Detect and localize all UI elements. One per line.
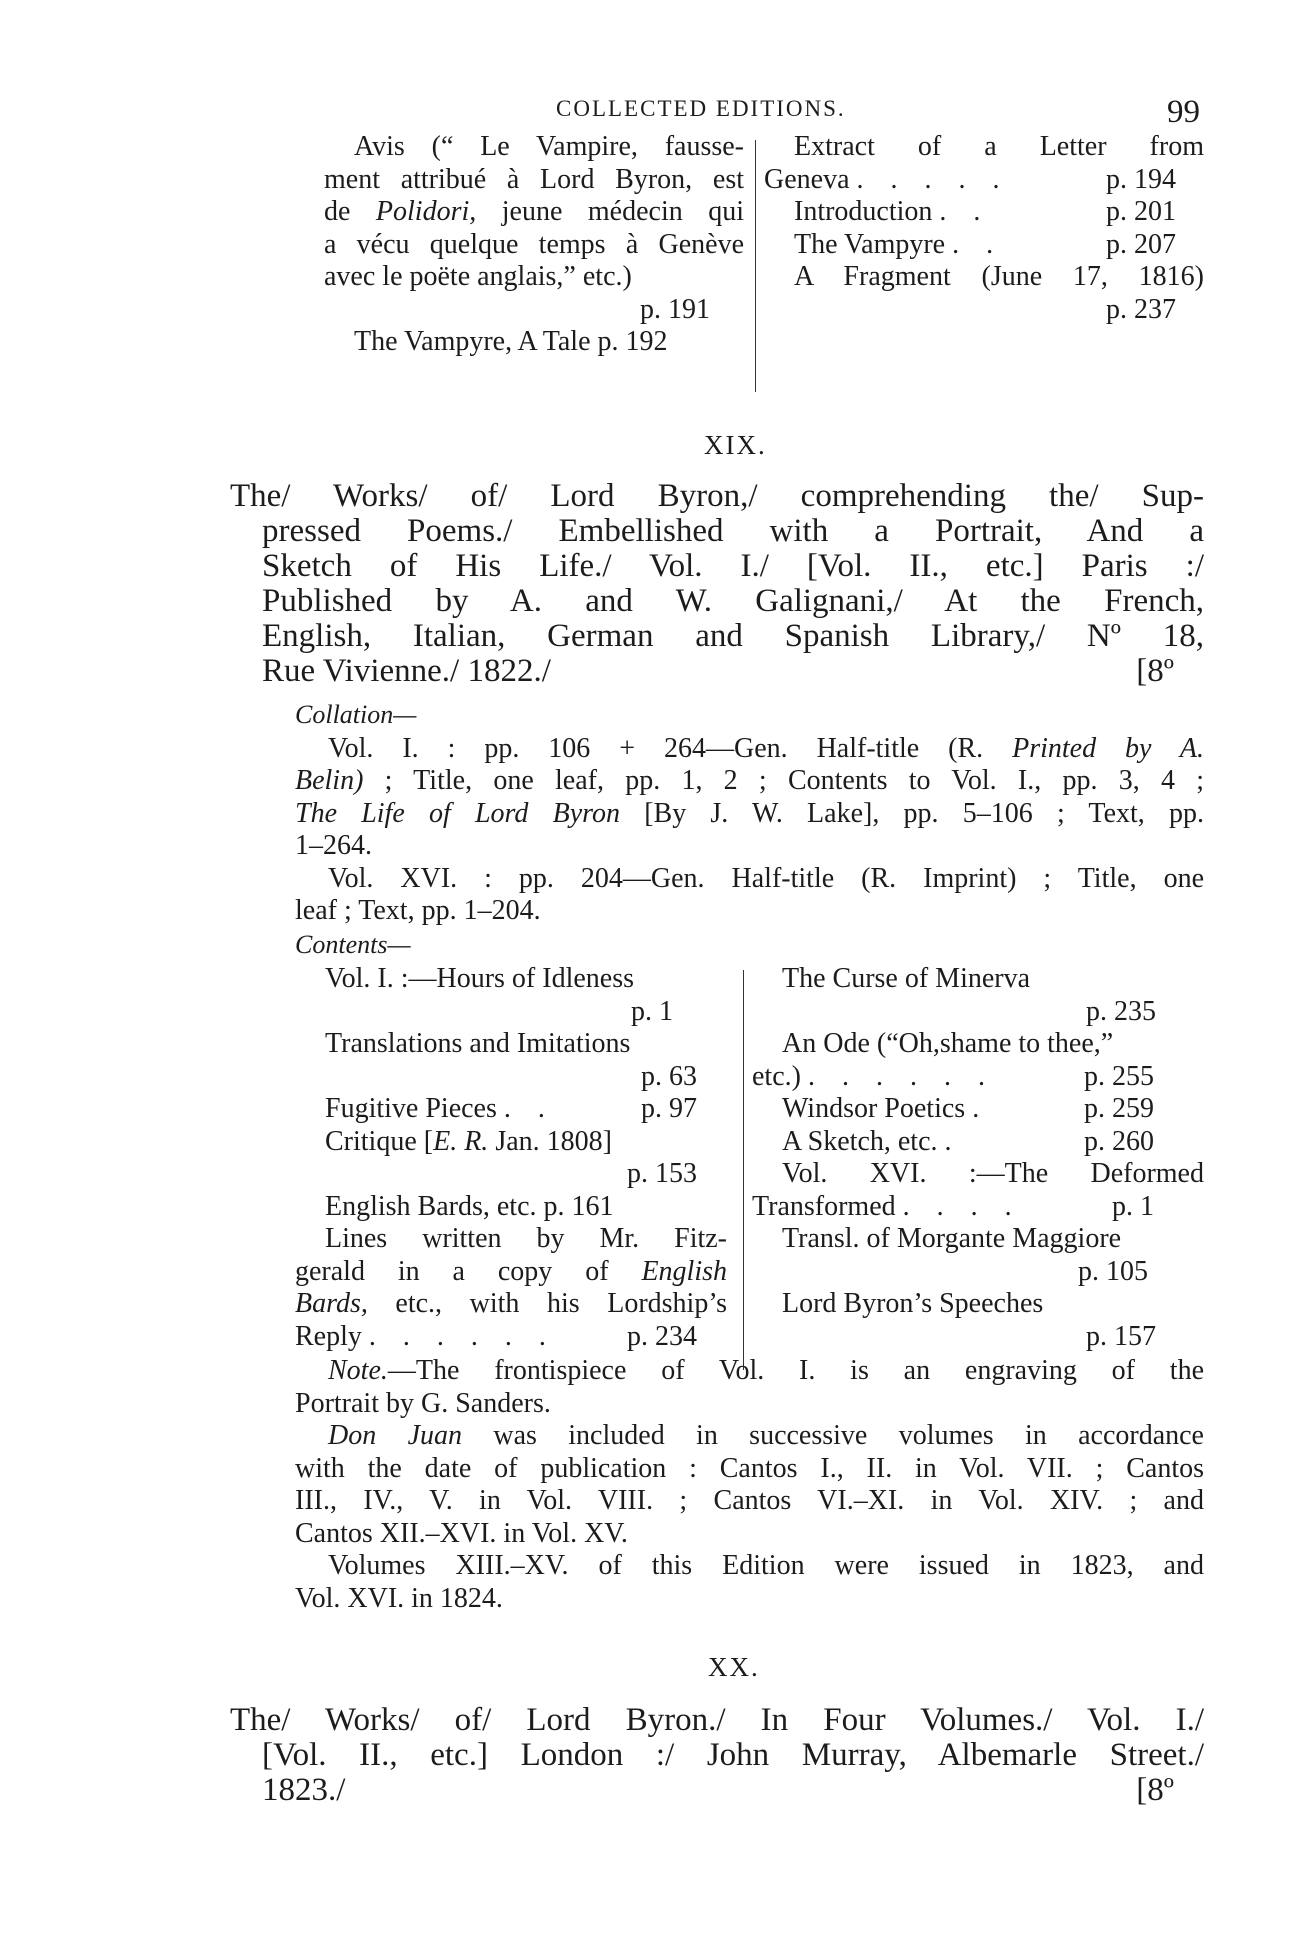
list-item: p. 1 bbox=[631, 995, 673, 1027]
text-line: Vol. XVI. : pp. 204—Gen. Half-title (R. Imprint) ; Title, one bbox=[328, 862, 1204, 894]
text-line: Volumes XIII.–XV. of this Edition were issued in 1823, and bbox=[328, 1550, 1204, 1581]
contents-label-block bbox=[295, 930, 1204, 963]
list-item: p. 153 bbox=[627, 1158, 697, 1189]
list-item: Lines written by Mr. Fitz- bbox=[325, 1223, 727, 1254]
list-item: Vol. I. :—Hours of Idleness bbox=[325, 963, 635, 994]
list-item: p. 235 bbox=[1086, 995, 1156, 1027]
title-line: pressed Poems./ Embellished with a Portrait, And a bbox=[262, 513, 1204, 549]
text-line: leaf ; Text, pp. 1–204. bbox=[295, 895, 541, 926]
title-line: Sketch of His Life./ Vol. I./ [Vol. II., etc.] Paris :/ bbox=[262, 548, 1204, 584]
contents-label: Contents— bbox=[295, 930, 411, 959]
list-item: p. 105 bbox=[1078, 1255, 1148, 1287]
list-item: Geneva . . . . . p. 194 bbox=[764, 163, 1176, 195]
list-item: a vécu quelque temps à Genève bbox=[324, 228, 744, 260]
list-item: p. 157 bbox=[1086, 1320, 1156, 1352]
list-item: Lord Byron’s Speeches bbox=[782, 1288, 1044, 1319]
column-divider bbox=[755, 140, 756, 392]
format-mark: [8º bbox=[1136, 653, 1174, 689]
list-item: An Ode (“Oh,shame to thee,” bbox=[782, 1028, 1114, 1059]
title-line: Published by A. and W. Galignani,/ At the French, bbox=[262, 583, 1204, 619]
text-line: with the date of publication : Cantos I., II. in Vol. VII. ; Cantos bbox=[295, 1452, 1204, 1484]
title-line: The/ Works/ of/ Lord Byron./ In Four Volumes./ Vol. I./ bbox=[230, 1702, 1204, 1738]
contents-right bbox=[752, 963, 1204, 1353]
title-line-text: 1823./ bbox=[262, 1772, 346, 1808]
page-number: 99 bbox=[1167, 94, 1200, 130]
running-header-title: COLLECTED EDITIONS. bbox=[556, 96, 846, 121]
list-item: Windsor Poetics . p. 259 bbox=[782, 1093, 1154, 1124]
list-item: A Fragment (June 17, 1816) bbox=[794, 261, 1204, 292]
section-title bbox=[230, 1702, 1204, 1809]
list-item: Vol. XVI. :—The Deformed bbox=[782, 1158, 1204, 1189]
collation-label: Collation— bbox=[295, 700, 417, 729]
list-item: Fugitive Pieces . . p. 97 bbox=[325, 1093, 697, 1124]
text-line: Belin) ; Title, one leaf, pp. 1, 2 ; Contents to Vol. I., pp. 3, 4 ; bbox=[295, 765, 1204, 796]
list-item: Avis (“ Le Vampire, fausse- bbox=[354, 131, 744, 162]
section-number: XIX. bbox=[704, 430, 767, 460]
list-item: avec le poëte anglais,” etc.) bbox=[324, 261, 632, 292]
list-item: p. 237 bbox=[1106, 293, 1176, 325]
text-line: III., IV., V. in Vol. VIII. ; Cantos VI.–XI. in Vol. XIV. ; and bbox=[295, 1485, 1204, 1516]
title-line: English, Italian, German and Spanish Library,/ Nº 18, bbox=[262, 618, 1204, 654]
section-number: XX. bbox=[708, 1652, 760, 1682]
list-item: gerald in a copy of English bbox=[295, 1255, 727, 1287]
list-item: The Vampyre, A Tale p. 192 bbox=[354, 326, 668, 357]
list-item: p. 63 bbox=[641, 1060, 697, 1092]
notes bbox=[295, 1355, 1204, 1615]
text-line: Portrait by G. Sanders. bbox=[295, 1387, 551, 1419]
title-line bbox=[262, 653, 1204, 688]
collation bbox=[295, 700, 1204, 928]
format-mark: [8º bbox=[1136, 1772, 1174, 1808]
list-item: Transl. of Morgante Maggiore bbox=[782, 1223, 1122, 1254]
title-line bbox=[262, 1772, 1204, 1807]
text-line: Don Juan was included in successive volumes in accordance bbox=[328, 1420, 1204, 1451]
text-line: Note.—The frontispiece of Vol. I. is an engraving of the bbox=[328, 1355, 1204, 1386]
list-item: Bards, etc., with his Lordship’s bbox=[295, 1288, 727, 1319]
list-item: English Bards, etc. p. 161 bbox=[325, 1190, 614, 1222]
title-line: The/ Works/ of/ Lord Byron,/ comprehending the/ Sup- bbox=[230, 478, 1204, 514]
text-line: Vol. I. : pp. 106 + 264—Gen. Half-title (R. Printed by A. bbox=[328, 732, 1205, 764]
list-item: p. 191 bbox=[640, 293, 710, 325]
contents-left bbox=[295, 963, 735, 1353]
list-item: Introduction . . p. 201 bbox=[794, 196, 1176, 227]
text-line: Cantos XII.–XVI. in Vol. XV. bbox=[295, 1517, 628, 1549]
section-title bbox=[230, 478, 1204, 690]
list-item: Transformed . . . . p. 1 bbox=[752, 1190, 1154, 1222]
list-item: A Sketch, etc. . p. 260 bbox=[782, 1125, 1154, 1157]
list-item: The Curse of Minerva bbox=[782, 963, 1031, 994]
prev-contents-right bbox=[764, 131, 1204, 326]
prev-contents-left bbox=[324, 131, 744, 359]
column-divider bbox=[743, 970, 744, 1370]
list-item: Translations and Imitations bbox=[325, 1028, 631, 1059]
text-line: Vol. XVI. in 1824. bbox=[295, 1582, 503, 1614]
list-item: Critique [E. R. Jan. 1808] bbox=[325, 1125, 612, 1157]
list-item: etc.) . . . . . . p. 255 bbox=[752, 1060, 1154, 1092]
text-line: The Life of Lord Byron [By J. W. Lake], pp. 5–106 ; Text, pp. bbox=[295, 797, 1204, 829]
list-item: Reply . . . . . . p. 234 bbox=[295, 1320, 697, 1352]
list-item: Extract of a Letter from bbox=[794, 131, 1204, 162]
list-item: The Vampyre . . p. 207 bbox=[794, 228, 1176, 260]
text-line: 1–264. bbox=[295, 830, 372, 861]
list-item: de Polidori, jeune médecin qui bbox=[324, 196, 744, 227]
list-item: ment attribué à Lord Byron, est bbox=[324, 163, 744, 195]
title-line: [Vol. II., etc.] London :/ John Murray, Albemarle Street./ bbox=[262, 1737, 1204, 1773]
title-line-text: Rue Vivienne./ 1822./ bbox=[262, 653, 551, 689]
